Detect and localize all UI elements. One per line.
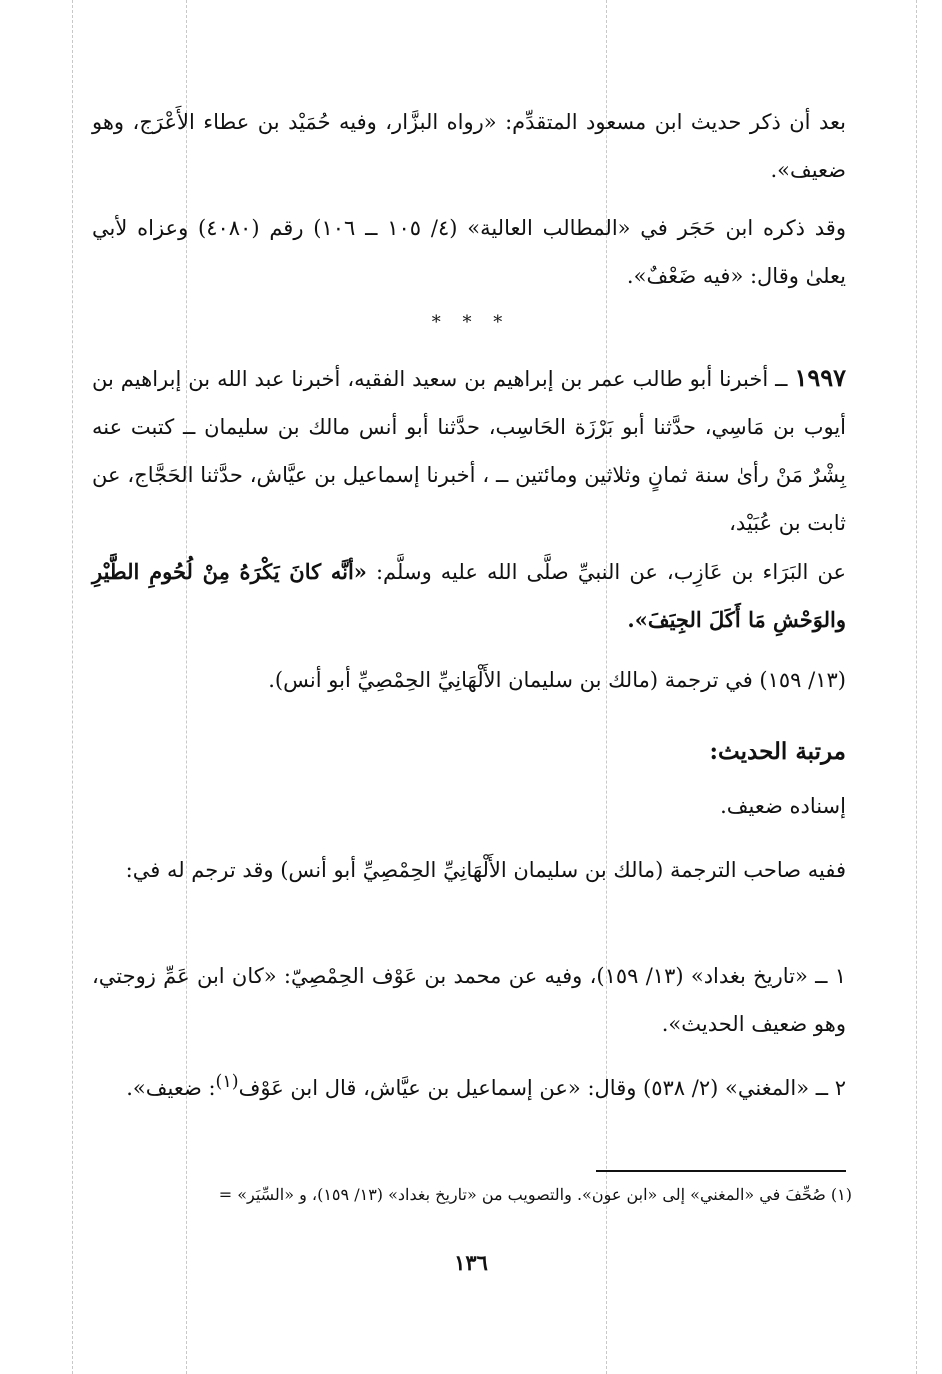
section-separator: * * *: [431, 312, 511, 333]
list-item-1: ١ ــ «تاريخ بغداد» (١٣/ ١٥٩)، وفيه عن محمد بن عَوْف الحِمْصِيّ: «كان ابن عَمِّ زوجتي، وهو ضعيف الحديث».: [92, 964, 846, 1036]
hadith-number: ١٩٩٧: [794, 363, 846, 392]
list-item-2-text-end: : ضعيف».: [126, 1076, 216, 1100]
scan-guide-line: [916, 0, 917, 1374]
paragraph-ibn-hajar-note: وقد ذكره ابن حَجَر في «المطالب العالية» (٤/ ١٠٥ ــ ١٠٦) رقم (٤٠٨٠) وعزاه لأبي يعلىٰ وقال: «فيه ضَعْفٌ».: [92, 216, 846, 288]
section-heading: مرتبة الحديث:: [709, 738, 846, 765]
list-item-2: [92, 1058, 846, 1112]
footnote-separator: [596, 1170, 846, 1172]
matn-intro: عن البَرَاء بن عَازِب، عن النبيِّ صلَّى الله عليه وسلَّم:: [375, 560, 846, 584]
source-reference: (١٣/ ١٥٩) في ترجمة (مالك بن سليمان الأَلْهَانِيِّ الحِمْصِيِّ أبو أنس).: [268, 668, 846, 692]
footnote: (١) صُحِّفَ في «المغني» إلى «ابن عون». والتصويب من «تاريخ بغداد» (١٣/ ١٥٩)، و «السِّيَر» =: [218, 1185, 852, 1204]
grading-statement: إسناده ضعيف.: [720, 794, 846, 818]
hadith-matn: [92, 548, 846, 644]
footnote-marker[interactable]: (١): [215, 1072, 239, 1092]
hadith-isnad: [92, 354, 846, 547]
isnad-text: ــ أخبرنا أبو طالب عمر بن إبراهيم بن سعيد الفقيه، أخبرنا عبد الله بن إبراهيم بن أيوب بن مَاسِي، حدَّثنا أبو بَرْزَة الحَاسِب، حدَّثنا أبو أنس مالك بن سليمان ــ كتبت عنه بِشْرٌ مَنْ رأىٰ سنة ثمانٍ وثلاثين ومائتين ــ ، أخبرنا إسماعيل بن عيَّاش، حدَّثنا الحَجَّاج، عن ثابت بن عُبَيْد،: [92, 367, 846, 535]
matn-text: «أنَّه كانَ يَكْرَهُ مِنْ لُحُومِ الطَّيْرِ والوَحْشِ مَا أَكَلَ الجِيَفَ».: [92, 559, 846, 632]
paragraph-narrator-note: ففيه صاحب الترجمة (مالك بن سليمان الأَلْهَانِيِّ الحِمْصِيِّ أبو أنس) وقد ترجم له في:: [125, 858, 846, 882]
scan-guide-line: [72, 0, 73, 1374]
page-number: ١٣٦: [454, 1250, 488, 1275]
paragraph-bazzar-note: بعد أن ذكر حديث ابن مسعود المتقدِّم: «رواه البزَّار، وفيه حُمَيْد بن عطاء الأَعْرَج، وهو ضعيف».: [92, 110, 846, 182]
list-item-2-text: ٢ ــ «المغني» (٢/ ٥٣٨) وقال: «عن إسماعيل بن عيَّاش، قال ابن عَوْف: [238, 1076, 846, 1100]
